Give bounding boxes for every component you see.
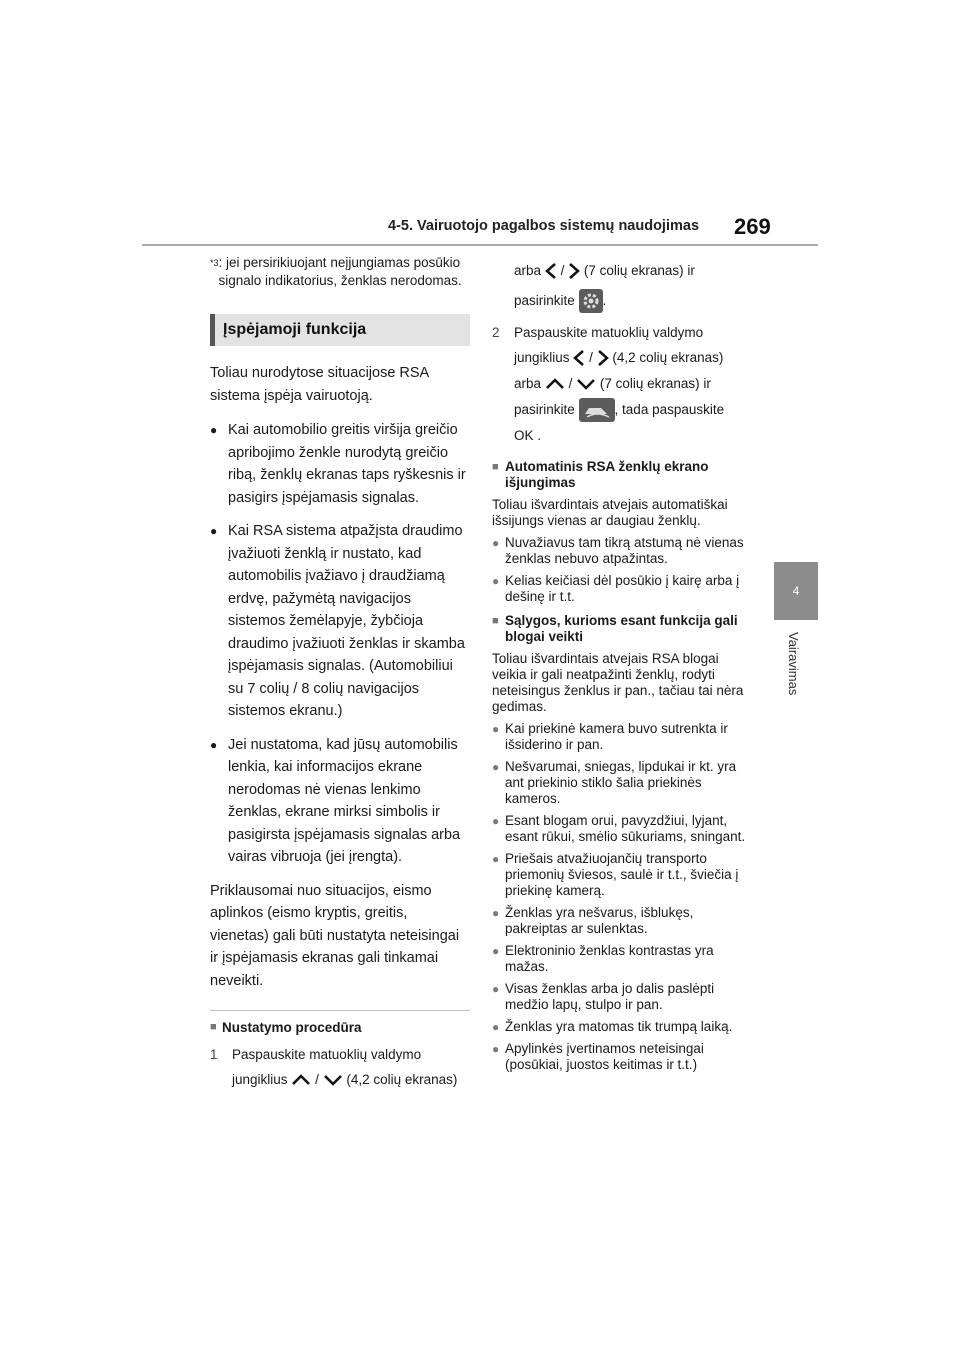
chapter-tab: 4 [774, 562, 818, 620]
list-item: ● Kelias keičiasi dėl posūkio į kairę arba į dešinę ir t.t. [492, 573, 740, 604]
chevron-left-icon [545, 262, 557, 280]
square-bullet-icon: ■ [492, 615, 499, 627]
bullet-icon: ● [492, 944, 500, 958]
step-1-continuation-2: arba / (7 colių ekranas) ir [492, 258, 754, 284]
list-item: ● Nešvarumai, sniegas, lipdukai ir kt. yra ant priekinio stiklo šalia priekinės kameros. [492, 759, 737, 806]
chapter-label: Vairavimas [786, 632, 801, 696]
step-2-continuation-3: pasirinkite , tada paspauskite [492, 397, 754, 423]
list-item: ● Elektroninio ženklas kontrastas yra mažas. [492, 943, 714, 974]
list-item: ● Jei nustatoma, kad jūsų automobilis lenkia, kai informacijos ekrane nerodomas nė vienas lenkimo ženklas, ekrane mirksi simbolis ir pasigirsta įspėjamasis signalas arba vairas vibruoja (jei įrengta). [210, 734, 470, 869]
list-item: ● Kai automobilio greitis viršija greičio apribojimo ženkle nurodytą greičio ribą, ženklų ekranas taps ryškesnis ir pasigirs įspėjamasis signalas. [210, 419, 470, 509]
footnote-mark: *3 [210, 258, 219, 268]
list-item: ● Esant blogam orui, pavyzdžiui, lyjant, esant rūkui, smėlio sūkuriams, sningant. [492, 813, 746, 844]
step-2-ok-line: OK . [514, 428, 542, 443]
bullet-icon: ● [492, 722, 500, 736]
chevron-up-icon [545, 378, 565, 390]
auto-off-text: Toliau išvardintais atvejais automatiškai išsijungs vienas ar daugiau ženklų. [492, 497, 728, 528]
bullet-icon: ● [492, 982, 500, 996]
chevron-up-icon [291, 1074, 311, 1086]
chevron-down-icon [576, 378, 596, 390]
bullet-icon: ● [492, 1042, 500, 1056]
gear-icon [579, 289, 603, 313]
chevron-right-icon [597, 349, 609, 367]
list-item: ● Priešais atvažiuojančių transporto priemonių šviesos, saulė ir t.t., šviečia į priekinę kamerą. [492, 851, 739, 898]
list-item: ● Ženklas yra matomas tik trumpą laiką. [492, 1019, 733, 1034]
driving-assist-icon [579, 398, 615, 422]
square-bullet-icon: ■ [492, 461, 499, 473]
ok-button-label: OK [514, 428, 534, 443]
right-column [492, 258, 754, 1073]
bullet-icon: ● [210, 524, 218, 538]
step-number: 2 [492, 325, 500, 340]
bullet-icon: ● [492, 760, 500, 774]
conditions-list [492, 721, 754, 1073]
list-item: ● Nuvažiavus tam tikrą atstumą nė vienas ženklas nebuvo atpažintas. [492, 535, 744, 566]
step-2-continuation: jungiklius / (4,2 colių ekranas) [492, 345, 754, 371]
bullet-icon: ● [210, 737, 218, 752]
list-item: ● Visas ženklas arba jo dalis paslėpti medžio lapų, stulpo ir pan. [492, 981, 715, 1012]
step-1-continuation-3: pasirinkite . [492, 288, 754, 314]
list-item: ● Kai RSA sistema atpažįsta draudimo įvažiuoti ženklą ir nustato, kad automobilis įvažiavo į draudžiamą erdvę, pažymėtą navigacijos sistemos žemėlapyje, žybčioja draudimo įvažiuoti ženklas ir skamba įspėjamasis signalas. (Automobiliui su 7 colių / 8 colių navigacijos sistemos ekranu.) [210, 520, 470, 723]
footnote-text: : jei persirikiuojant neįjungiamas posūkio signalo indikatorius, ženklas nerodomas. [218, 255, 462, 288]
chevron-down-icon [323, 1074, 343, 1086]
bullet-icon: ● [210, 423, 218, 437]
bullet-icon: ● [492, 814, 500, 828]
square-bullet-icon: ■ [210, 1021, 217, 1033]
header-divider [142, 244, 818, 246]
conditions-text: Toliau išvardintais atvejais RSA blogai veikia ir gali neatpažinti ženklų, rodyti neteisingus ženklus ir pan., tačiau tai nėra gedimas. [492, 651, 744, 714]
step-number: 1 [210, 1047, 218, 1062]
conditions-heading: ■ Sąlygos, kurioms esant funkcija gali blogai veikti [492, 613, 738, 644]
bullet-icon: ● [492, 852, 500, 866]
bullet-icon: ● [492, 536, 500, 550]
chevron-left-icon [573, 349, 585, 367]
auto-off-heading: ■ Automatinis RSA ženklų ekrano išjungimas [492, 459, 709, 490]
bullet-icon: ● [492, 574, 500, 588]
intro-paragraph: Toliau nurodytose situacijose RSA sistema įspėja vairuotoją. [210, 365, 429, 404]
step-1: 1 Paspauskite matuoklių valdymo [210, 1042, 470, 1067]
note-paragraph: Priklausomai nuo situacijos, eismo aplinkos (eismo kryptis, greitis, vienetas) gali būti nustatyta neteisingai ir įspėjamasis ekranas gali tinkamai neveikti. [210, 882, 460, 989]
list-item: ● Apylinkės įvertinamos neteisingai (posūkiai, juostos keitimas ir t.t.) [492, 1041, 704, 1072]
section-header-title: 4-5. Vairuotojo pagalbos sistemų naudojimas [388, 218, 700, 234]
step-2: 2 Paspauskite matuoklių valdymo [492, 320, 754, 345]
bullet-icon: ● [492, 906, 500, 920]
auto-off-list [492, 535, 754, 605]
procedure-heading: ■ Nustatymo procedūra [210, 1020, 362, 1035]
page-number: 269 [734, 214, 771, 239]
chevron-right-icon [568, 262, 580, 280]
bullet-icon: ● [492, 1020, 500, 1034]
step-1-continuation: jungiklius / (4,2 colių ekranas) [232, 1072, 458, 1087]
footnote [210, 254, 470, 290]
divider [210, 1010, 470, 1011]
list-item: ● Ženklas yra nešvarus, išblukęs, pakreiptas ar sulenktas. [492, 905, 694, 936]
section-heading: Įspėjamoji funkcija [210, 314, 470, 346]
warning-list [210, 419, 470, 869]
step-2-continuation-2: arba / (7 colių ekranas) ir [514, 376, 711, 391]
left-column [210, 252, 470, 1093]
list-item: ● Kai priekinė kamera buvo sutrenkta ir išsiderino ir pan. [492, 721, 728, 752]
